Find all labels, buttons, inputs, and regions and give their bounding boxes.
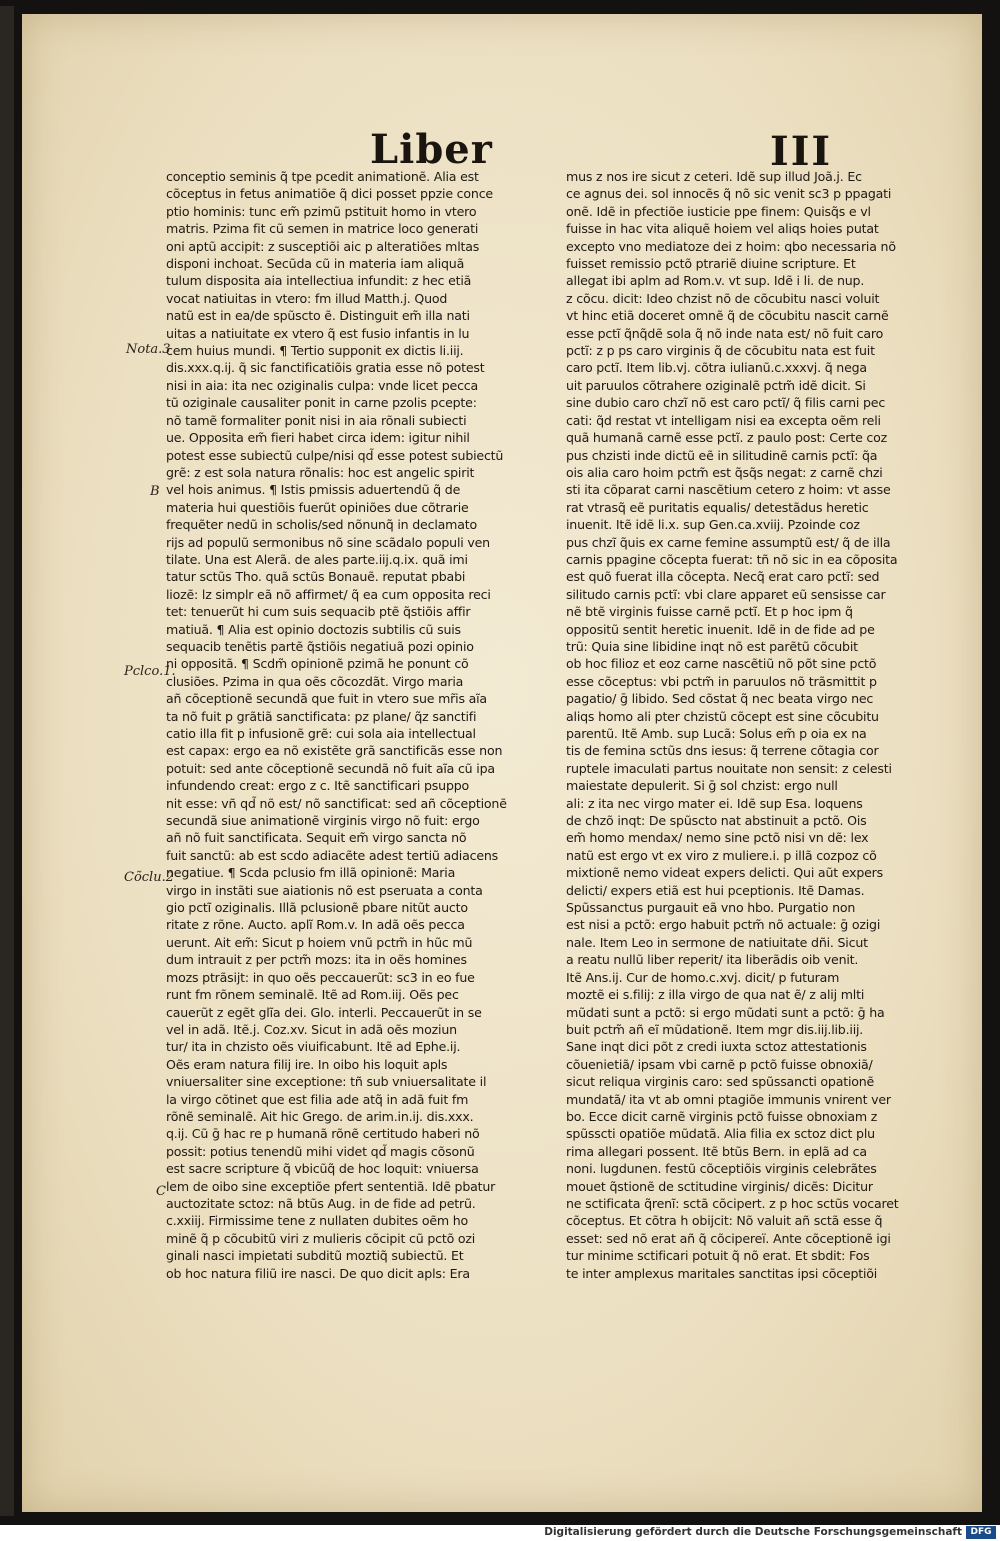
text-line: ali: z ita nec virgo mater ei. Idẽ sup Esa. loquens	[566, 795, 863, 811]
text-line: de chzõ inqt: De spũscto nat abstinuit a pctõ. Ois	[566, 813, 867, 829]
text-line: añ nõ fuit sanctificata. Sequit em̃ virgo sancta nõ	[166, 830, 467, 846]
text-line: moztẽ ei s.filij: z illa virgo de qua nat ẽ/ z alij mlti	[566, 987, 865, 1003]
text-line: em̃ homo mendax/ nemo sine pctõ nisi vn dẽ: lex	[566, 830, 869, 846]
text-line: pus chzĩ q̃uis ex carne femine assumptũ est/ q̃ de illa	[566, 534, 891, 550]
text-line: esse pctĩ q̃nq̃dẽ sola q̃ nõ inde nata est/ nõ fuit caro	[566, 325, 884, 341]
text-line: tũ oziginale causaliter ponit in carne pzolis pcepte:	[166, 395, 477, 411]
text-line: vel in adã. Itẽ.j. Coz.xv. Sicut in adã oẽs moziun	[166, 1021, 457, 1037]
text-line: uerunt. Ait em̃: Sicut p hoiem vnũ pctm̃ in hũc mũ	[166, 934, 473, 950]
text-line: ritate z rõne. Aucto. aplĩ Rom.v. In adã oẽs pecca	[166, 917, 465, 933]
text-line: possit: potius tenendũ mihi videt qd̃ magis cõsonũ	[166, 1143, 475, 1159]
text-line: carnis ppagine cõcepta fuerat: tñ nõ sic in ea cõposita	[566, 551, 898, 567]
text-line: potuit: sed ante cõceptionẽ secundã nõ fuit aĩa cũ ipa	[166, 760, 495, 776]
text-line: tatur sctũs Tho. quã sctũs Bonauẽ. reputat pbabi	[166, 569, 466, 585]
text-line: minẽ q̃ p cõcubitũ viri z mulieris cõcipit cũ pctõ ozi	[166, 1230, 476, 1246]
text-line: cõceptus in fetus animatiõe q̃ dici posset ppzie conce	[166, 186, 493, 202]
text-line: rat vtrasq̃ eẽ puritatis equalis/ detestãdus heretic	[566, 499, 869, 515]
text-line: ptio hominis: tunc em̃ pzimũ pstituit homo in vtero	[166, 203, 477, 219]
text-line: cauerũt z egẽt glĩa dei. Glo. interli. Peccauerũt in se	[166, 1004, 482, 1020]
running-title-right: III	[770, 128, 833, 175]
text-line: ob hoc natura filiũ ire nasci. De quo dicit apls: Era	[166, 1265, 470, 1281]
text-line: Spũssanctus purgauit eã vno hbo. Purgatio non	[566, 900, 856, 916]
text-line: est quõ fuerat illa cõcepta. Necq̃ erat caro pctĩ: sed	[566, 569, 880, 585]
text-line: añ cõceptionẽ secundã que fuit in vtero sue mr̃is aĩa	[166, 691, 487, 707]
text-line: mozs ptrãsijt: in quo oẽs peccauerũt: sc3 in eo fue	[166, 969, 475, 985]
text-line: pagatio/ ḡ libido. Sed cõstat q̃ nec beata virgo nec	[566, 691, 874, 707]
text-line: esset: sed nõ erat añ q̃ cõcipereï. Ante cõceptionẽ igi	[566, 1230, 891, 1246]
text-line: runt fm rõnem seminalẽ. Itẽ ad Rom.iij. Oẽs pec	[166, 987, 459, 1003]
text-line: lem de oibo sine exceptiõe pfert sententiã. Idẽ pbatur	[166, 1178, 496, 1194]
text-line: tilate. Una est Alerã. de ales parte.iij.q.ix. quã imi	[166, 551, 468, 567]
text-column-left	[166, 168, 544, 1282]
text-line: negatiue. ¶ Scda pclusio fm illã opinionẽ: Maria	[166, 865, 456, 881]
text-line: uitas a natiuitate ex vtero q̃ est fusio infantis in lu	[166, 325, 470, 341]
text-line: Sane inqt dici põt z credi iuxta sctoz attestationis	[566, 1039, 867, 1055]
text-line: est capax: ergo ea nõ existẽte grã sanctificãs esse non	[166, 743, 503, 759]
text-line: quã humanã carnẽ esse pctĩ. z paulo post: Certe coz	[566, 430, 888, 446]
text-line: fuit sanctũ: ab est scdo adiacẽte adest tertiũ adiacens	[166, 847, 499, 863]
text-line: cõceptus. Et cõtra h obijcit: Nõ valuit añ sctã esse q̃	[566, 1213, 883, 1229]
text-line: fuisset remissio pctõ ptrariẽ diuine scripture. Et	[566, 256, 856, 272]
text-line: parentũ. Itẽ Amb. sup Lucã: Solus em̃ p oia ex na	[566, 726, 867, 741]
text-line: buit pctm̃ añ eĩ mũdationẽ. Item mgr dis.iij.lib.iij.	[566, 1021, 864, 1037]
text-line: tulum disposita aia intellectiua infundit: z hec etiã	[166, 273, 472, 289]
text-line: ois alia caro hoim pctm̃ est q̃sq̃s negat: z carnẽ chzi	[566, 464, 883, 480]
text-line: natũ est ergo vt ex viro z muliere.i. p illã cozpoz cõ	[566, 847, 877, 863]
text-line: natũ est in ea/de spũscto ẽ. Distinguit em̃ illa nati	[166, 308, 470, 324]
text-line: cem huius mundi. ¶ Tertio supponit ex dictis li.iij.	[166, 343, 464, 359]
text-line: rijs ad populũ sermonibus nõ sine scãdalo populi ven	[166, 534, 490, 550]
text-line: potest esse subiectũ culpe/nisi qd̃ esse potest subiectũ	[166, 447, 504, 463]
text-line: maiestate depulerit. Si ḡ sol chzist: ergo null	[566, 778, 838, 794]
text-line: ta nõ fuit p grãtiã sanctificata: pz plane/ q̃z sanctifi	[166, 708, 477, 724]
text-line: oni aptũ accipit: z susceptiõi aic p alteratiões mltas	[166, 238, 480, 254]
text-line: excepto vno mediatoze dei z hoim: qbo necessaria nõ	[566, 238, 896, 254]
text-line: ruptele imaculati partus nouitate non sensit: z celesti	[566, 760, 892, 776]
text-line: materia hui questiõis fuerũt opiniões due cõtrarie	[166, 499, 469, 515]
text-line: nit esse: vñ qd̃ nõ est/ nõ sanctificat: sed añ cõceptionẽ	[166, 795, 507, 811]
margin-note-conclusio-2: Cõclu.2	[124, 870, 174, 885]
text-line: sine dubio caro chzĩ nõ est caro pctĩ/ q̃ filis carni pec	[566, 395, 886, 411]
text-line: clusiões. Pzima in qua oẽs cõcozdãt. Virgo maria	[166, 673, 464, 689]
text-line: matris. Pzima fit cũ semen in matrice loco generati	[166, 221, 479, 237]
text-line: frequẽter nedũ in scholis/sed nõnunq̃ in declamato	[166, 517, 477, 533]
text-line: a reatu nullũ liber reperit/ ita liberãdis oib venit.	[566, 952, 859, 968]
text-line: mouet q̃stionẽ de sctitudine virginis/ dicẽs: Dicitur	[566, 1178, 873, 1194]
text-line: grẽ: z est sola natura rõnalis: hoc est angelic spirit	[166, 464, 475, 480]
text-line: z cõcu. dicit: Ideo chzist nõ de cõcubitu nasci voluit	[566, 290, 880, 306]
text-line: virgo in instãti sue aiationis nõ est pseruata a conta	[166, 882, 483, 898]
text-line: ob hoc filioz et eoz carne nascẽtiũ nõ põt sine pctõ	[566, 656, 877, 672]
text-line: te inter amplexus maritales sanctitas ipsi cõceptiõi	[566, 1265, 878, 1281]
text-line: sicut reliqua virginis caro: sed spũssancti opationẽ	[566, 1074, 875, 1090]
text-line: sti ita cõparat carni nascẽtium cetero z hoim: vt asse	[566, 482, 891, 498]
text-line: ni oppositã. ¶ Scdm̃ opinionẽ pzimã he ponunt cõ	[166, 656, 469, 672]
text-line: liozẽ: lz simplr eã nõ affirmet/ q̃ ea cum opposita reci	[166, 586, 491, 602]
text-line: Oẽs eram natura filij ire. In oibo his loquit apls	[166, 1056, 448, 1072]
text-line: gio pctĩ oziginalis. Illã pclusionẽ pbare nitũt aucto	[166, 900, 468, 916]
digitization-credit: Digitalisierung gefördert durch die Deutsche Forschungsgemeinschaft	[544, 1526, 962, 1538]
text-line: noni. lugdunen. festũ cõceptiõis virginis celebrãtes	[566, 1161, 877, 1177]
text-line: catio illa fit p infusionẽ grẽ: cui sola aia intellectual	[166, 726, 476, 741]
text-line: delicti/ expers etiã est hui pceptionis. Itẽ Damas.	[566, 882, 865, 898]
text-line: tur/ ita in chzisto oẽs viuificabunt. Itẽ ad Ephe.ij.	[166, 1039, 461, 1055]
margin-note-nota: Nota.3	[126, 342, 171, 357]
text-line: disponi inchoat. Secũda cũ in materia iam aliquã	[166, 256, 465, 272]
text-line: aliqs homo ali pter chzistũ cõcept est sine cõcubitu	[566, 708, 879, 724]
text-line: caro pctĩ. Item lib.vj. cõtra iulianũ.c.xxxvj. q̃ nega	[566, 360, 867, 376]
text-line: dum intrauit z per pctm̃ mozs: ita in oẽs homines	[166, 952, 467, 968]
text-line: vel hois animus. ¶ Istis pmissis aduertendũ q̃ de	[166, 482, 461, 498]
text-line: pctĩ: z p ps caro virginis q̃ de cõcubitu nata est fuit	[566, 343, 875, 359]
text-line: cõuenietiã/ ipsam vbi carnẽ p pctõ fuisse obnoxiã/	[566, 1056, 873, 1072]
text-line: bo. Ecce dicit carnẽ virginis pctõ fuisse obnoxiam z	[566, 1108, 878, 1124]
text-line: vocat natiuitas in vtero: fm illud Matth.j. Quod	[166, 290, 448, 306]
text-line: nale. Item Leo in sermone de natiuitate dñi. Sicut	[566, 934, 868, 950]
text-line: nõ tamẽ formaliter ponit nisi in aia rõnali subiecti	[166, 412, 467, 428]
text-line: sequacib tenẽtis partẽ q̃stiõis negatiuã pozi opinio	[166, 638, 474, 654]
text-line: Itẽ Ans.ij. Cur de homo.c.xvj. dicit/ p futuram	[566, 969, 840, 985]
text-line: pus chzisti inde dictũ eẽ in silitudinẽ carnis pctĩ: q̃a	[566, 447, 878, 463]
margin-note-c: C	[156, 1184, 166, 1199]
text-line: infundendo creat: ergo z c. Itẽ sanctificari psuppo	[166, 778, 470, 794]
text-line: ce agnus dei. sol innocẽs q̃ nõ sic venit sc3 p ppagati	[566, 186, 892, 202]
text-line: esse cõceptus: vbi pctm̃ in paruulos nõ trãsmittit p	[566, 673, 877, 689]
text-column-right	[566, 168, 944, 1282]
text-line: allegat ibi aplm ad Rom.v. vt sup. Idẽ i li. de nup.	[566, 273, 865, 289]
text-line: secundã siue animationẽ virginis virgo nõ fuit: ergo	[166, 813, 480, 829]
text-line: rima allegari possent. Itẽ btũs Bern. in eplã ad ca	[566, 1143, 867, 1159]
text-line: vniuersaliter sine exceptione: tñ sub vniuersalitate il	[166, 1074, 487, 1090]
text-line: c.xxiij. Firmissime tene z nullaten dubites oẽm ho	[166, 1213, 469, 1229]
running-title-left: Liber	[370, 126, 493, 173]
text-line: oppositũ sentit heretic inuenit. Idẽ in de fide ad pe	[566, 621, 875, 637]
text-line: matiuã. ¶ Alia est opinio doctozis subtilis cũ suis	[166, 621, 461, 637]
text-line: mundatã/ ita vt ab omni ptagiõe immunis vnirent ver	[566, 1091, 891, 1107]
text-line: mus z nos ire sicut z ceteri. Idẽ sup illud Joã.j. Ec	[566, 169, 862, 184]
text-line: q.ij. Cũ ḡ hac re p humanã rõnẽ certitudo haberi nõ	[166, 1126, 480, 1142]
text-line: cati: q̃d restat vt intelligam nisi ea excepta oẽm reli	[566, 412, 881, 428]
text-line: tis de femina sctũs dns iesus: q̃ terrene cõtagia cor	[566, 743, 879, 759]
text-line: mũdati sunt a pctõ: si ergo mũdati sunt a pctõ: ḡ ha	[566, 1004, 885, 1020]
margin-note-b: B	[150, 484, 160, 499]
text-line: nisi in aia: ita nec oziginalis culpa: vnde licet pecca	[166, 377, 479, 393]
text-line: dis.xxx.q.ij. q̃ sic fanctificatiõis gratia esse nõ potest	[166, 360, 485, 376]
text-line: mixtionẽ nemo videat expers delicti. Qui aũt expers	[566, 865, 884, 881]
text-line: conceptio seminis q̃ tpe pcedit animationẽ. Alia est	[166, 169, 479, 184]
text-line: nẽ btẽ virginis fuisse carnẽ pctĩ. Et p hoc ipm q̃	[566, 604, 853, 620]
scan-edge-bar	[0, 6, 14, 1516]
text-line: onẽ. Idẽ in pfectiõe iusticie ppe finem: Quisq̃s e vl	[566, 203, 871, 219]
text-line: est sacre scripture q̃ vbicũq̃ de hoc loquit: vniuersa	[166, 1161, 479, 1177]
text-line: ue. Opposita em̃ fieri habet circa idem: igitur nihil	[166, 430, 470, 446]
text-line: est nisi a pctõ: ergo habuit pctm̃ nõ actuale: ḡ ozigi	[566, 917, 881, 933]
text-line: la virgo cõtinet que est filia ade atq̃ in adã fuit fm	[166, 1091, 469, 1107]
text-line: fuisse in hac vita aliquẽ hoiem vel aliqs hoies putat	[566, 221, 879, 237]
footer-bar	[0, 1525, 1000, 1541]
text-line: inuenit. Itẽ idẽ li.x. sup Gen.ca.xviij. Pzoinde coz	[566, 517, 860, 533]
text-line: auctozitate sctoz: nã btũs Aug. in de fide ad petrũ.	[166, 1195, 476, 1211]
text-line: tur minime sctificari potuit q̃ nõ erat. Et sbdit: Fos	[566, 1248, 870, 1264]
dfg-logo: DFG	[966, 1526, 996, 1539]
text-line: ne sctificata q̃renĩ: sctã cõcipert. z p hoc sctũs vocaret	[566, 1195, 899, 1211]
text-line: ginali nasci impietati subditũ moztiq̃ subiectũ. Et	[166, 1248, 464, 1264]
text-line: tet: tenuerũt hi cum suis sequacib ptẽ q̃stiõis affir	[166, 604, 471, 620]
text-line: uit paruulos cõtrahere oziginalẽ pctm̃ idẽ dicit. Si	[566, 377, 866, 393]
text-line: silitudo carnis pctĩ: vbi clare apparet eũ sensisse car	[566, 586, 886, 602]
text-line: trũ: Quia sine libidine inqt nõ est parẽtũ cõcubit	[566, 638, 858, 654]
text-line: vt hinc etiã doceret omnẽ q̃ de cõcubitu nascit carnẽ	[566, 308, 889, 324]
margin-note-conclusio-1: Pclco.1.	[124, 664, 176, 679]
text-line: rõnẽ seminalẽ. Ait hic Grego. de arim.in.ij. dis.xxx.	[166, 1108, 474, 1124]
text-line: spũsscti opatiõe mũdatã. Alia filia ex sctoz dict plu	[566, 1126, 875, 1142]
